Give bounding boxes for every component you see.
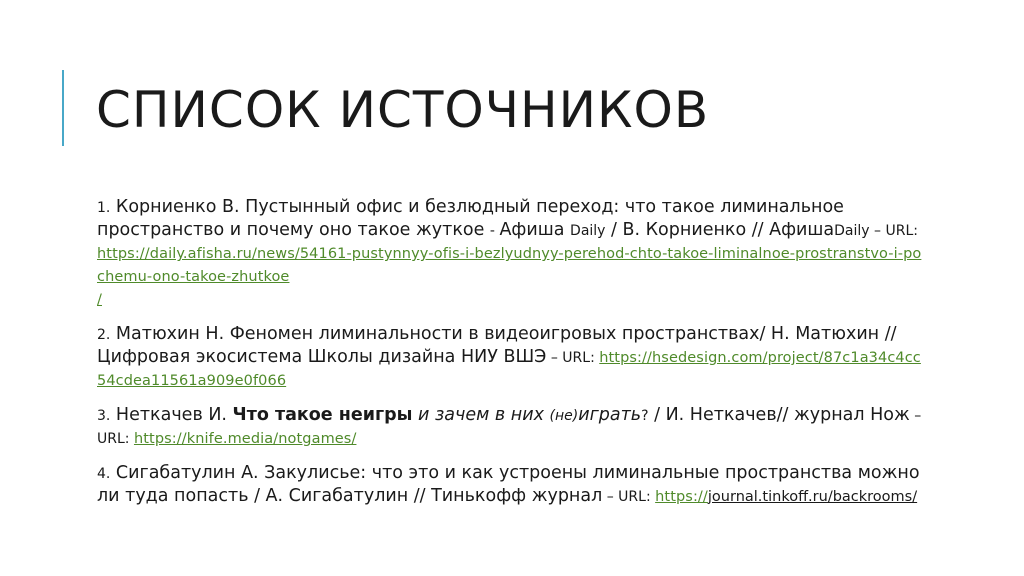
source-url-link[interactable]: https://daily.afisha.ru/news/54161-pustynnyy-ofis-i-bezlyudnyy-perehod-chto-takoe-liminalnoe-prostranstvo-i-pochemu-ono-takoe-zhutkoe	[97, 246, 922, 285]
source-item-2	[97, 323, 927, 392]
source-journal-small: Daily	[834, 223, 870, 239]
source-url-link[interactable]: https://knife.media/notgames/	[133, 431, 357, 447]
source-italic-title: и зачем в них	[412, 405, 550, 425]
slide-title: СПИСОК ИСТОЧНИКОВ	[96, 81, 710, 139]
source-number: 1.	[97, 200, 111, 216]
source-publisher-small: Daily	[570, 223, 606, 239]
source-after-publisher: / В. Корниенко // Афиша	[605, 220, 835, 240]
source-bold-title: Что такое неигры	[232, 405, 413, 425]
title-accent-bar	[62, 70, 64, 146]
source-text: Неткачев И.	[110, 405, 233, 425]
source-url-label: – URL:	[602, 489, 656, 505]
source-after: / И. Неткачев// журнал Нож	[648, 405, 910, 425]
source-number: 3.	[97, 408, 111, 424]
source-url-tail-link[interactable]: /	[97, 292, 102, 308]
source-question: ?	[641, 408, 649, 424]
source-dash: -	[489, 223, 500, 239]
source-item-3	[97, 404, 927, 450]
source-url-rest-link[interactable]: journal.tinkoff.ru/backrooms/	[707, 489, 918, 505]
source-item-1	[97, 196, 927, 311]
source-url-label: – URL:	[546, 350, 600, 366]
source-italic-small: (не)	[549, 408, 579, 424]
source-italic-end: играть	[578, 405, 642, 425]
sources-list	[97, 196, 927, 520]
source-text: Корниенко В. Пустынный офис и безлюдный переход: что такое лиминальное пространство и почему оно такое жуткое	[97, 197, 844, 240]
source-text: Матюхин Н. Феномен лиминальности в видеоигровых пространствах/ Н. Матюхин // Цифровая экосистема Школы дизайна НИУ ВШЭ	[97, 324, 897, 367]
source-publisher: Афиша	[499, 220, 571, 240]
source-item-4	[97, 462, 927, 508]
source-number: 2.	[97, 327, 111, 343]
source-url-label: – URL:	[869, 223, 918, 239]
source-url-link[interactable]: https://hsedesign.com/project/87c1a34c4cc54cdea11561a909e0f066	[97, 350, 921, 389]
source-url-prefix-link[interactable]: https://	[655, 489, 708, 505]
source-text: Сигабатулин А. Закулисье: что это и как устроены лиминальные пространства можно ли туда попасть / А. Сигабатулин // Тинькофф журнал	[97, 463, 920, 506]
source-number: 4.	[97, 466, 111, 482]
source-url-label: – URL:	[97, 408, 922, 447]
